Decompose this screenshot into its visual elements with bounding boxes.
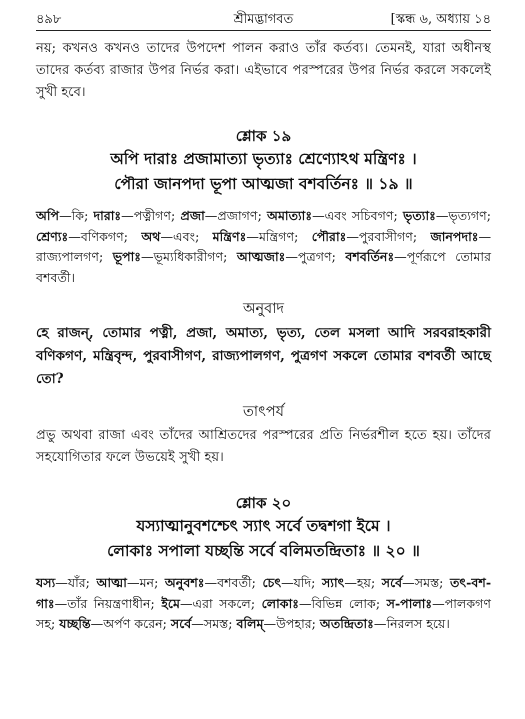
synonym-meaning: ভৃত্যগণ [448,208,487,223]
synonym-meaning: যদি [293,575,312,590]
synonym-meaning: বিভিন্ন লোক [311,595,376,611]
synonym-meaning: অর্পণ করেন [103,616,163,631]
synonym-meaning: ভূম্যধিকারীগণ [153,249,224,264]
synonym-word: চেৎ [262,575,282,590]
verse-19-translation: হে রাজন্, তোমার পত্নী, প্রজা, অমাত্য, ভৃত্য, তেল মসলা আদি সরবরাহকারী বণিকগণ, মন্ত্রিবৃন্দ, পুরবাসীগণ, রাজ্যপালগণ, পুত্রগণ সকলে তোমার বশবর্তী আছে তো? [36,325,491,387]
synonym-word: বলিম্ [236,616,264,631]
synonym-meaning: হয় [356,575,371,590]
intro-paragraph: নয়; কখনও কখনও তাদের উপদেশ পালন করাও তাঁর কর্তব্য। তেমনই, যারা অধীনস্থ তাদের কর্তব্য রাজার উপর নির্ভর করা। এইভাবে পরস্পরের উপর নির্ভর করলে সকলেই সুখী হবে। [36,41,491,100]
synonym-word: অপি [36,208,60,223]
synonym-meaning: পালকগণ সহ [36,595,491,631]
verse-20-line-2: লোকাঃ সপালা যচ্ছন্তি সর্বে বলিমতন্দ্রিতাঃ ॥ ২০ ॥ [107,541,420,560]
verse-19-line-2: পৌরা জানপদা ভূপা আত্মজা বশবর্তিনঃ ॥ ১৯ ॥ [114,174,413,193]
book-title: শ্রীমদ্ভাগবত [233,12,294,27]
verse-19-title: শ্লোক ১৯ [235,127,292,145]
synonym-word: স-পালাঃ [386,595,433,611]
running-header [36,8,491,30]
synonym-meaning: প্রজাগণ [217,208,258,223]
synonym-word: জানপদাঃ [430,228,479,244]
synonym-word: পৌরাঃ [311,228,347,244]
verse-19-line-1: অপি দারাঃ প্রজামাত্যা ভৃত্যাঃ শ্রেণ্যোঽথ মন্ত্রিণঃ । [110,149,417,168]
synonym-meaning: পত্নীগণ [133,208,171,223]
verse-20-line-1: যস্যাত্মানুবশশ্চেৎ স্যাৎ সর্বে তদ্বশগা ইমে । [136,516,391,535]
synonym-word: প্রজা [180,208,205,223]
synonym-word: অতন্দ্রিতাঃ [319,616,374,631]
synonym-meaning: এবং [173,228,196,244]
synonym-word: লোকাঃ [261,595,299,611]
synonym-word: ভূপাঃ [112,249,142,264]
synonym-word: দারাঃ [93,208,122,223]
synonym-meaning: পুত্রগণ [297,249,332,264]
synonym-meaning: পূর্ণরূপে তোমার বশবর্তী। [36,249,491,285]
synonym-meaning: নিরলস হয়ে। [386,616,450,631]
page-number: ৪৯৮ [36,12,62,27]
synonym-meaning: বশবর্তী [217,575,252,590]
verse-19-section [36,126,491,469]
canto-reference: [স্কন্ধ ৬, অধ্যায় ১৪ [390,12,491,27]
synonym-word: বশবর্তিনঃ [345,249,395,264]
synonym-word: তৎ-বশ-গাঃ [36,575,492,611]
synonym-meaning: সমস্ত [414,575,440,590]
synonym-meaning: মন্ত্রিগণ [258,228,295,244]
verse-19-purport: প্রভু অথবা রাজা এবং তাঁদের আশ্রিতদের পরস্পরের প্রতি নির্ভরশীল হতে হয়। তাঁদের সহযোগিতার ফলে উভয়েই সুখী হয়। [36,428,491,465]
synonym-word: ইমে [161,595,180,611]
purport-heading: তাৎপর্য [242,404,285,420]
synonym-word: মন্ত্রিণঃ [212,228,247,244]
verse-19-synonyms: অপি—কি; দারাঃ—পত্নীগণ; প্রজা—প্রজাগণ; অমাত্যাঃ—এবং সচিবগণ; ভৃত্যাঃ—ভৃত্যগণ; শ্রেণ্যঃ—বণিকগণ; অথ—এবং; মন্ত্রিণঃ—মন্ত্রিগণ; পৌরাঃ—পুরবাসীগণ; জানপদাঃ—রাজ্যপালগণ; ভূপাঃ—ভূম্যধিকারীগণ; আত্মজাঃ—পুত্রগণ; বশবর্তিনঃ—পূর্ণরূপে তোমার বশবর্তী। [36,208,492,285]
verse-20-title: শ্লোক ২০ [235,494,292,512]
verse-20-section [36,493,491,635]
synonym-meaning: এবং সচিবগণ [324,208,394,223]
synonym-meaning: এরা সকলে [192,595,251,611]
synonym-word: অথ [141,228,161,244]
synonym-word: অনুবশঃ [164,575,205,590]
translation-heading: অনুবাদ [242,301,285,317]
synonym-meaning: যাঁর [67,575,86,590]
synonym-meaning: পুরবাসীগণ [358,228,413,244]
synonym-meaning: তাঁর নিয়ন্ত্রণাধীন [67,595,151,611]
synonym-word: অমাত্যাঃ [267,208,313,223]
synonym-meaning: বণিকগণ [80,228,124,244]
page-body [36,38,491,635]
synonym-word: স্যাৎ [321,575,345,590]
header-rule [36,30,491,31]
synonym-meaning: কি [71,208,85,223]
synonym-word: সর্বে [381,575,403,590]
synonym-word: সর্বে [170,616,192,631]
synonym-word: শ্রেণ্যঃ [36,228,69,244]
synonym-meaning: সমস্ত [203,616,229,631]
synonym-meaning: রাজ্যপালগণ [36,249,99,264]
synonym-word: ভৃত্যাঃ [402,208,436,223]
synonym-word: যস্য [36,575,56,590]
synonym-word: আত্মজাঃ [236,249,286,264]
verse-20-synonyms: যস্য—যাঁর; আত্মা—মন; অনুবশঃ—বশবর্তী; চেৎ—যদি; স্যাৎ—হয়; সর্বে—সমস্ত; তৎ-বশ-গাঃ—তাঁর নিয়ন্ত্রণাধীন; ইমে—এরা সকলে; লোকাঃ—বিভিন্ন লোক; স-পালাঃ—পালকগণ সহ; যচ্ছন্তি—অর্পণ করেন; সর্বে—সমস্ত; বলিম্—উপহার; অতন্দ্রিতাঃ—নিরলস হয়ে। [36,575,492,631]
synonym-meaning: মন [139,575,155,590]
synonym-meaning: উপহার [276,616,312,631]
synonym-word: যচ্ছন্তি [59,616,91,631]
synonym-word: আত্মা [96,575,127,590]
